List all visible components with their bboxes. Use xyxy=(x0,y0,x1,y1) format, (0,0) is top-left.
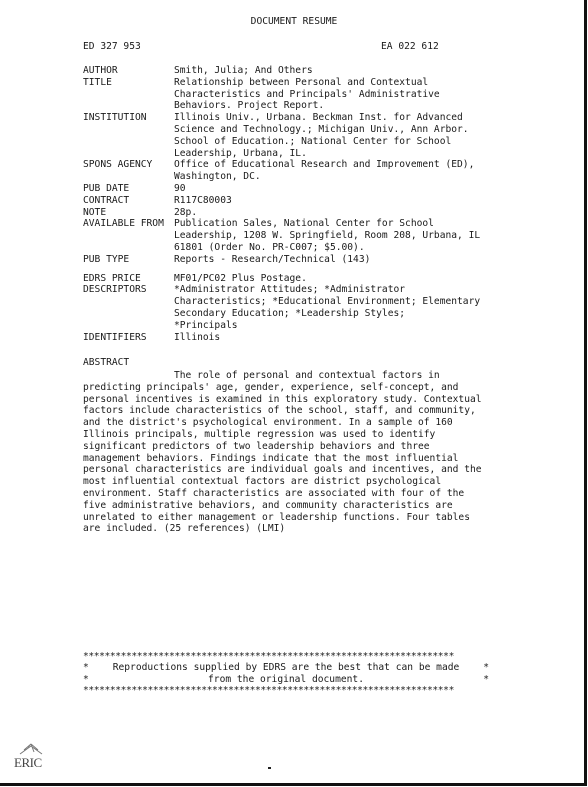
field-label: AUTHOR xyxy=(83,65,118,76)
abstract-label: ABSTRACT xyxy=(83,357,130,368)
abstract-line: The role of personal and contextual factors in xyxy=(174,370,440,381)
field-value-line: Behaviors. Project Report. xyxy=(174,100,325,112)
field-label: AVAILABLE FROM xyxy=(83,218,164,230)
scan-speck xyxy=(268,767,271,769)
field-label: EDRS PRICE xyxy=(83,272,141,284)
field-value xyxy=(174,195,492,207)
star-border-bottom: ********************************************************************* xyxy=(83,685,454,696)
field-row xyxy=(83,77,503,112)
field-value-line: 61801 (Order No. PR-C007; $5.00). xyxy=(174,241,365,253)
abstract-line: five administrative behaviors, and community characteristics are xyxy=(83,499,453,511)
field-value xyxy=(174,284,492,331)
edge-star: * xyxy=(483,662,489,673)
field-value-line: Reports - Research/Technical (143) xyxy=(174,253,371,265)
field-label: NOTE xyxy=(83,206,107,218)
star-border-top: ********************************************************************* xyxy=(83,652,454,662)
eric-logo-text: ERIC xyxy=(14,755,42,770)
edge-star: * xyxy=(83,662,89,673)
field-value-line: Illinois xyxy=(174,331,221,343)
field-row xyxy=(83,218,503,253)
abstract-line: personal incentives is examined in this exploratory study. Contextual xyxy=(83,393,482,405)
field-value xyxy=(174,207,492,219)
field-label: TITLE xyxy=(83,76,112,88)
reproduction-notice xyxy=(83,652,489,696)
reproduction-text-1: Reproductions supplied by EDRS are the best that can be made xyxy=(112,662,460,673)
reproduction-line-1 xyxy=(83,662,489,674)
field-value-line: Science and Technology.; Michigan Univ., Ann Arbor. xyxy=(174,123,469,135)
field-value xyxy=(174,218,492,253)
field-row xyxy=(83,284,503,331)
field-value-line: Leadership, Urbana, IL. xyxy=(174,147,307,159)
edge-star: * xyxy=(83,673,89,685)
field-value-line: Characteristics and Principals' Administrative xyxy=(174,88,440,100)
field-value xyxy=(174,65,492,77)
field-value-line: Smith, Julia; And Others xyxy=(174,65,313,76)
field-label: IDENTIFIERS xyxy=(83,331,147,343)
field-value xyxy=(174,112,492,159)
field-label: PUB TYPE xyxy=(83,253,130,265)
abstract-line: personal characteristics are individual goals and incentives, and the xyxy=(83,464,482,476)
field-value-line: 28p. xyxy=(174,206,198,218)
abstract-line: environment. Staff characteristics are associated with four of the xyxy=(83,487,465,499)
field-label: DESCRIPTORS xyxy=(83,284,147,296)
field-value-line: Characteristics; *Educational Environment; Elementary xyxy=(174,296,481,308)
abstract-line: predicting principals' age, gender, experience, self-concept, and xyxy=(83,381,459,393)
abstract-line: unrelated to either management or leadership functions. Four tables xyxy=(83,511,470,523)
document-title: DOCUMENT RESUME xyxy=(250,16,338,27)
field-row xyxy=(83,159,503,183)
field-value xyxy=(174,273,492,285)
field-label: PUB DATE xyxy=(83,182,130,194)
field-value-line: School of Education.; National Center for School xyxy=(174,135,452,147)
field-label: SPONS AGENCY xyxy=(83,159,153,171)
field-value xyxy=(174,332,492,344)
field-value-line: *Principals xyxy=(174,319,238,331)
abstract-line: management behaviors. Findings indicate that the most influential xyxy=(83,452,459,464)
field-row xyxy=(83,254,503,266)
reproduction-line-2 xyxy=(83,674,489,686)
field-value-line: Leadership, 1208 W. Springfield, Room 208, Urbana, IL xyxy=(174,230,481,242)
field-label: CONTRACT xyxy=(83,194,130,206)
abstract-line: Illinois principals, multiple regression was used to identify xyxy=(83,428,436,440)
reproduction-text-2: from the original document. xyxy=(208,673,364,685)
field-value-line: Illinois Univ., Urbana. Beckman Inst. for Advanced xyxy=(174,112,463,124)
field-value xyxy=(174,159,492,183)
abstract-line: and the district's psychological environment. In a sample of 160 xyxy=(83,417,453,429)
field-value-line: *Administrator Attitudes; *Administrator xyxy=(174,284,406,296)
field-value xyxy=(174,77,492,112)
abstract-line: significant predictors of two leadership behaviors and three xyxy=(83,440,430,452)
field-value xyxy=(174,183,492,195)
field-row xyxy=(83,112,503,159)
field-value-line: Washington, DC. xyxy=(174,171,261,183)
abstract-line: are included. (25 references) (LMI) xyxy=(83,523,286,535)
field-value-line: 90 xyxy=(174,182,186,194)
field-row xyxy=(83,273,503,285)
abstract-line: factors include characteristics of the school, staff, and community, xyxy=(83,405,476,417)
field-value-line: Relationship between Personal and Contextual xyxy=(174,76,429,88)
field-row xyxy=(83,65,503,77)
field-value-line: Office of Educational Research and Improvement (ED), xyxy=(174,159,475,171)
field-value-line: Secondary Education; *Leadership Styles; xyxy=(174,307,406,319)
field-label: INSTITUTION xyxy=(83,112,147,124)
field-row xyxy=(83,207,503,219)
field-row xyxy=(83,195,503,207)
field-value-line: MF01/PC02 Plus Postage. xyxy=(174,272,307,284)
field-row xyxy=(83,183,503,195)
field-value-line: R117C80003 xyxy=(174,194,232,206)
field-value-line: Publication Sales, National Center for School xyxy=(174,218,434,230)
abstract-line: most influential contextual factors are district psychological xyxy=(83,476,442,488)
edge-star: * xyxy=(483,673,489,685)
ed-number: ED 327 953 xyxy=(83,41,141,52)
ea-number: EA 022 612 xyxy=(381,41,439,52)
citation-fields xyxy=(83,65,503,343)
abstract-body xyxy=(83,370,483,535)
field-row xyxy=(83,332,503,344)
field-value xyxy=(174,254,492,266)
